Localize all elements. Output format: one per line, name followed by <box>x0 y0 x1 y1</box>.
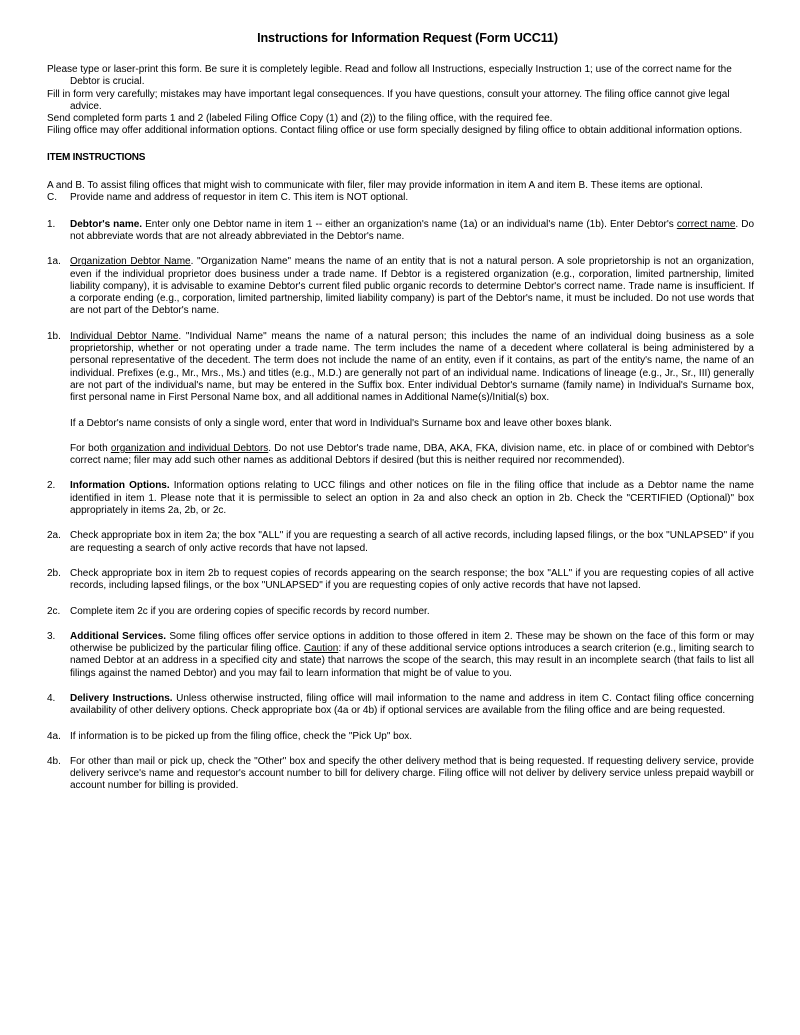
intro-paragraph: Please type or laser-print this form. Be sure it is completely legible. Read and follow all Instructions, especially Instruction 1; use of the correct name for the Debtor is crucial. <box>47 64 732 88</box>
item-number: 1. <box>47 218 56 230</box>
item-text: If a Debtor's name consists of only a single word, enter that word in Individual's Surname box and leave other boxes blank. <box>70 417 612 429</box>
item-heading: Debtor's name. <box>70 218 143 230</box>
underlined-term: organization and individual Debtors <box>110 442 269 454</box>
item-text-part: Enter only one Debtor name in item 1 -- either an organization's name (1a) or an individual's name (1b). Enter Debtor's <box>142 218 677 230</box>
item-number: 4. <box>47 692 56 704</box>
item-text-part: . Do not abbreviate words that are not already abbreviated in the Debtor's name. <box>70 218 755 242</box>
item-number: 2c. <box>47 605 61 617</box>
item-instructions-heading: ITEM INSTRUCTIONS <box>47 151 146 163</box>
item-text: Check appropriate box in item 2a; the box "ALL" if you are requesting a search of all active records, including lapsed filings, or the box "UNLAPSED" if you are requesting a search of only active records that have not lapsed. <box>70 530 754 554</box>
items-a-b-c <box>47 180 754 205</box>
underlined-term: correct name <box>676 218 736 230</box>
intro-section <box>47 64 754 138</box>
item-number: 3. <box>47 630 56 642</box>
item-4 <box>47 693 754 718</box>
item-text-part: . "Organization Name" means the name of an entity that is not a natural person. A sole proprietorship is not an organization, even if the individual proprietor does business under a trade name. If Debtor is a registered organization (e.g., corporation, limited partnership, limited liability company), it is advisable to examine Debtor's current filed public organic records to determine Debtor's correct name. Trade name is insufficient. If a corporate ending (e.g., corporation, limited partnership, limited liability company) is part of the Debtor's name, it must be included. Do not use words that are not part of the Debtor's name. <box>70 256 754 317</box>
item-c-line <box>47 192 754 204</box>
item-text-part: . "Individual Name" means the name of a natural person; this includes the name of an individual doing business as a sole proprietorship, whether or not operating under a trade name. The term includes the name of a decedent where collateral is being administered by a personal representative of the decedent. The term does not include the name of an entity, even if it contains, as part of the entity's name, the name of an individual. Prefixes (e.g., Mr., Mrs., Ms.) and titles (e.g., M.D.) are generally not part of an individual name. Indications of lineage (e.g., Jr., Sr., III) generally are not part of the individual's name, but may be entered in the Suffix box. Enter individual Debtor's surname (family name) in Individual's Surname box, first personal name in First Personal Name box, and all additional names in Additional Name(s)/Initial(s) box. <box>70 330 755 404</box>
item-heading: Delivery Instructions. <box>70 692 173 704</box>
item-text: Complete item 2c if you are ordering copies of specific records by record number. <box>70 605 430 617</box>
item-1a <box>47 256 754 317</box>
item-4a <box>47 731 754 743</box>
item-number: 2a. <box>47 530 61 542</box>
item-1b <box>47 331 754 468</box>
item-text-part: Unless otherwise instructed, filing office will mail information to the name and address in item C. Contact filing office concerning availability of other delivery options. Check appropriate box (4a or 4b) if optional services are available from the filing office and are being requested. <box>70 692 754 717</box>
item-text: Check appropriate box in item 2b to request copies of records appearing on the search response; the box "ALL" if you are requesting copies of all active records, including lapsed filings, or the box "UNLAPSED" if you are requesting copies of only active records that have not lapsed. <box>70 567 754 592</box>
item-text <box>70 443 754 468</box>
item-text <box>70 256 754 317</box>
item-1 <box>47 219 754 244</box>
item-heading: Additional Services. <box>70 630 167 642</box>
item-2b <box>47 568 754 593</box>
item-number: 4a. <box>47 730 61 742</box>
item-2 <box>47 480 754 517</box>
item-c-label: C. <box>47 192 57 204</box>
item-4b <box>47 756 754 793</box>
item-3 <box>47 631 754 680</box>
item-text: If information is to be picked up from the filing office, check the "Pick Up" box. <box>70 730 413 742</box>
item-2a <box>47 530 754 555</box>
item-text-part: . Do not use Debtor's trade name, DBA, AKA, FKA, division name, etc. in place of or combined with Debtor's correct name; filer may add such other names as additional Debtors if desired (but this is neither required nor recommended). <box>70 442 754 467</box>
underlined-term: Individual Debtor Name <box>70 330 179 342</box>
item-number: 2b. <box>47 567 61 579</box>
item-number: 2. <box>47 480 56 492</box>
item-text-part: : if any of these additional service options introduces a search criterion (e.g., limiting search to named Debtor at an address in a specified city and state) that narrows the scope of the search, this may result in an incomplete search (that fails to list all filings against the named Debtor) and you may fail to learn information that might be of value to you. <box>70 643 755 679</box>
item-c-text: Provide name and address of requestor in item C. This item is NOT optional. <box>70 192 409 204</box>
item-text: For other than mail or pick up, check the "Other" box and specify the other delivery method that is being requested. If requesting delivery service, provide delivery serivce's name and requestor's account number to bill for delivery charge. Filing office will not deliver by delivery service unless prepaid waybill or account number for billing is provided. <box>70 755 754 792</box>
item-ab-text: A and B. To assist filing offices that might wish to communicate with filer, filer may provide information in item A and item B. These items are optional. <box>47 180 703 192</box>
intro-paragraph: Fill in form very carefully; mistakes may have important legal consequences. If you have questions, consult your attorney. The filing office cannot give legal advice. <box>47 88 730 112</box>
instructions-page <box>47 30 754 793</box>
item-text <box>70 480 754 517</box>
underlined-term: Caution <box>303 643 339 655</box>
item-number: 4b. <box>47 755 61 767</box>
item-text <box>70 219 754 244</box>
item-text-part: Some filing offices offer service options in addition to those offered in item 2. These may be shown on the face of this form or may otherwise be publicized by the particular filing office. <box>70 630 754 655</box>
intro-paragraph: Filing office may offer additional information options. Contact filing office or use form specially designed by filing office to obtain additional information options. <box>47 125 743 137</box>
page-title: Instructions for Information Request (Form UCC11) <box>257 31 558 45</box>
item-2c <box>47 606 754 618</box>
intro-paragraph: Send completed form parts 1 and 2 (labeled Filing Office Copy (1) and (2)) to the filing office, with the required fee. <box>47 113 553 125</box>
item-text <box>70 631 754 680</box>
item-text-part: For both <box>70 442 111 454</box>
item-number: 1a. <box>47 256 61 268</box>
item-heading: Information Options. <box>70 480 170 492</box>
item-text-part: Information options relating to UCC filings and other notices on file in the filing office that include as a Debtor name the name identified in item 1. Please note that it is permissible to select an option in 2a and also check an option in 2b. Check the "CERTIFIED (Optional)" box appropriately in items 2a, 2b, or 2c. <box>70 480 754 517</box>
item-number: 1b. <box>47 330 61 342</box>
item-text <box>70 693 754 718</box>
item-text <box>70 331 754 405</box>
underlined-term: Organization Debtor Name <box>70 256 191 268</box>
